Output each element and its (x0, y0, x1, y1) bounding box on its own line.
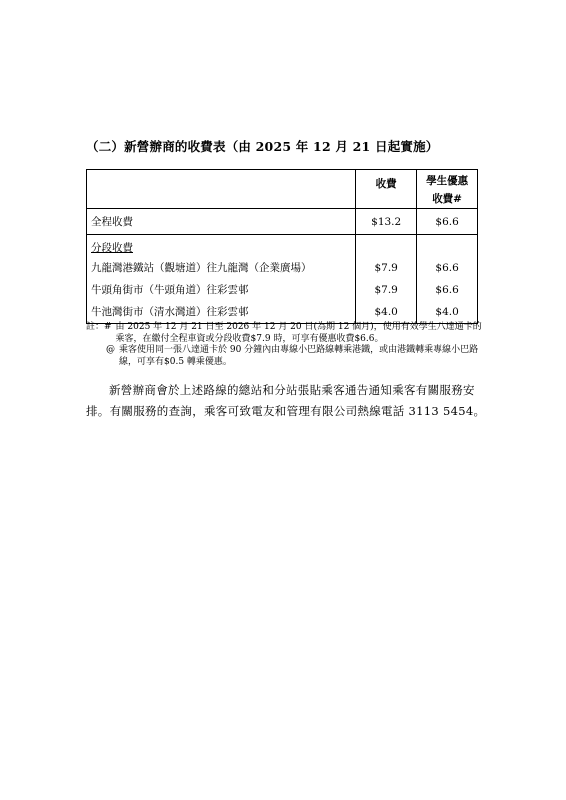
sectional-title: 分段收費 (91, 242, 133, 254)
header-student-cell (417, 170, 478, 209)
full-fare-value: $13.2 (371, 216, 402, 228)
header-student-line1: 學生優惠 (426, 175, 469, 187)
section-fare: $4.0 (374, 306, 398, 318)
fare-table-header-row (87, 170, 478, 209)
full-fare-student-value: $6.6 (435, 216, 459, 228)
section-label: 牛頭角街市（牛頭角道）往彩雲邨 (91, 284, 249, 296)
section-student-fare: $6.6 (435, 284, 459, 296)
sectional-student-cell (417, 235, 478, 324)
full-fare-label-cell (87, 209, 356, 235)
spacer (356, 235, 416, 257)
header-fare-label: 收費 (375, 178, 397, 190)
sectional-labels-cell (87, 235, 356, 324)
footnote-2 (86, 345, 486, 368)
table-row (87, 235, 478, 324)
full-fare-student-cell (417, 209, 478, 235)
section-student-fare: $6.6 (435, 262, 459, 274)
header-fare-cell (356, 170, 417, 209)
footnote-2-mark: @ (106, 345, 115, 355)
fare-table (86, 169, 478, 324)
footnote-1-text: 由 2025 年 12 月 21 日至 2026 年 12 月 20 日(為期 12 個月)，使用有效學生八達通卡的乘客，在繳付全程車資或分段收費$7.9 時，可享有優惠收費$6.6。 (115, 322, 482, 344)
full-fare-value-cell (356, 209, 417, 235)
sectional-fares-cell (356, 235, 417, 324)
header-student-line2: 收費# (432, 193, 462, 205)
section-fare: $7.9 (374, 284, 398, 296)
full-fare-label: 全程收費 (91, 216, 133, 228)
header-student-label (417, 170, 477, 208)
section-heading: （二）新營辦商的收費表（由 2025 年 12 月 21 日起實施） (86, 139, 439, 154)
section-label: 九龍灣港鐵站（觀塘道）往九龍灣（企業廣場） (91, 262, 312, 274)
spacer (417, 235, 477, 257)
header-empty-cell (87, 170, 356, 209)
footnote-1 (86, 322, 486, 345)
section-fare: $7.9 (374, 262, 398, 274)
footnote-lead: 註：# (86, 322, 112, 332)
footnotes (86, 322, 486, 368)
section-label: 牛池灣街市（清水灣道）往彩雲邨 (91, 306, 249, 318)
table-row (87, 209, 478, 235)
footnote-2-text: 乘客使用同一張八達通卡於 90 分鐘內由專線小巴路線轉乘港鐵，或由港鐵轉乘專線小巴路線，可享有$0.5 轉乘優惠。 (119, 345, 479, 367)
section-student-fare: $4.0 (435, 306, 459, 318)
service-notice-paragraph: 新營辦商會於上述路線的總站和分站張貼乘客通告通知乘客有關服務安排。有關服務的查詢，乘客可致電友和管理有限公司熱線電話 3113 5454。 (86, 383, 486, 418)
